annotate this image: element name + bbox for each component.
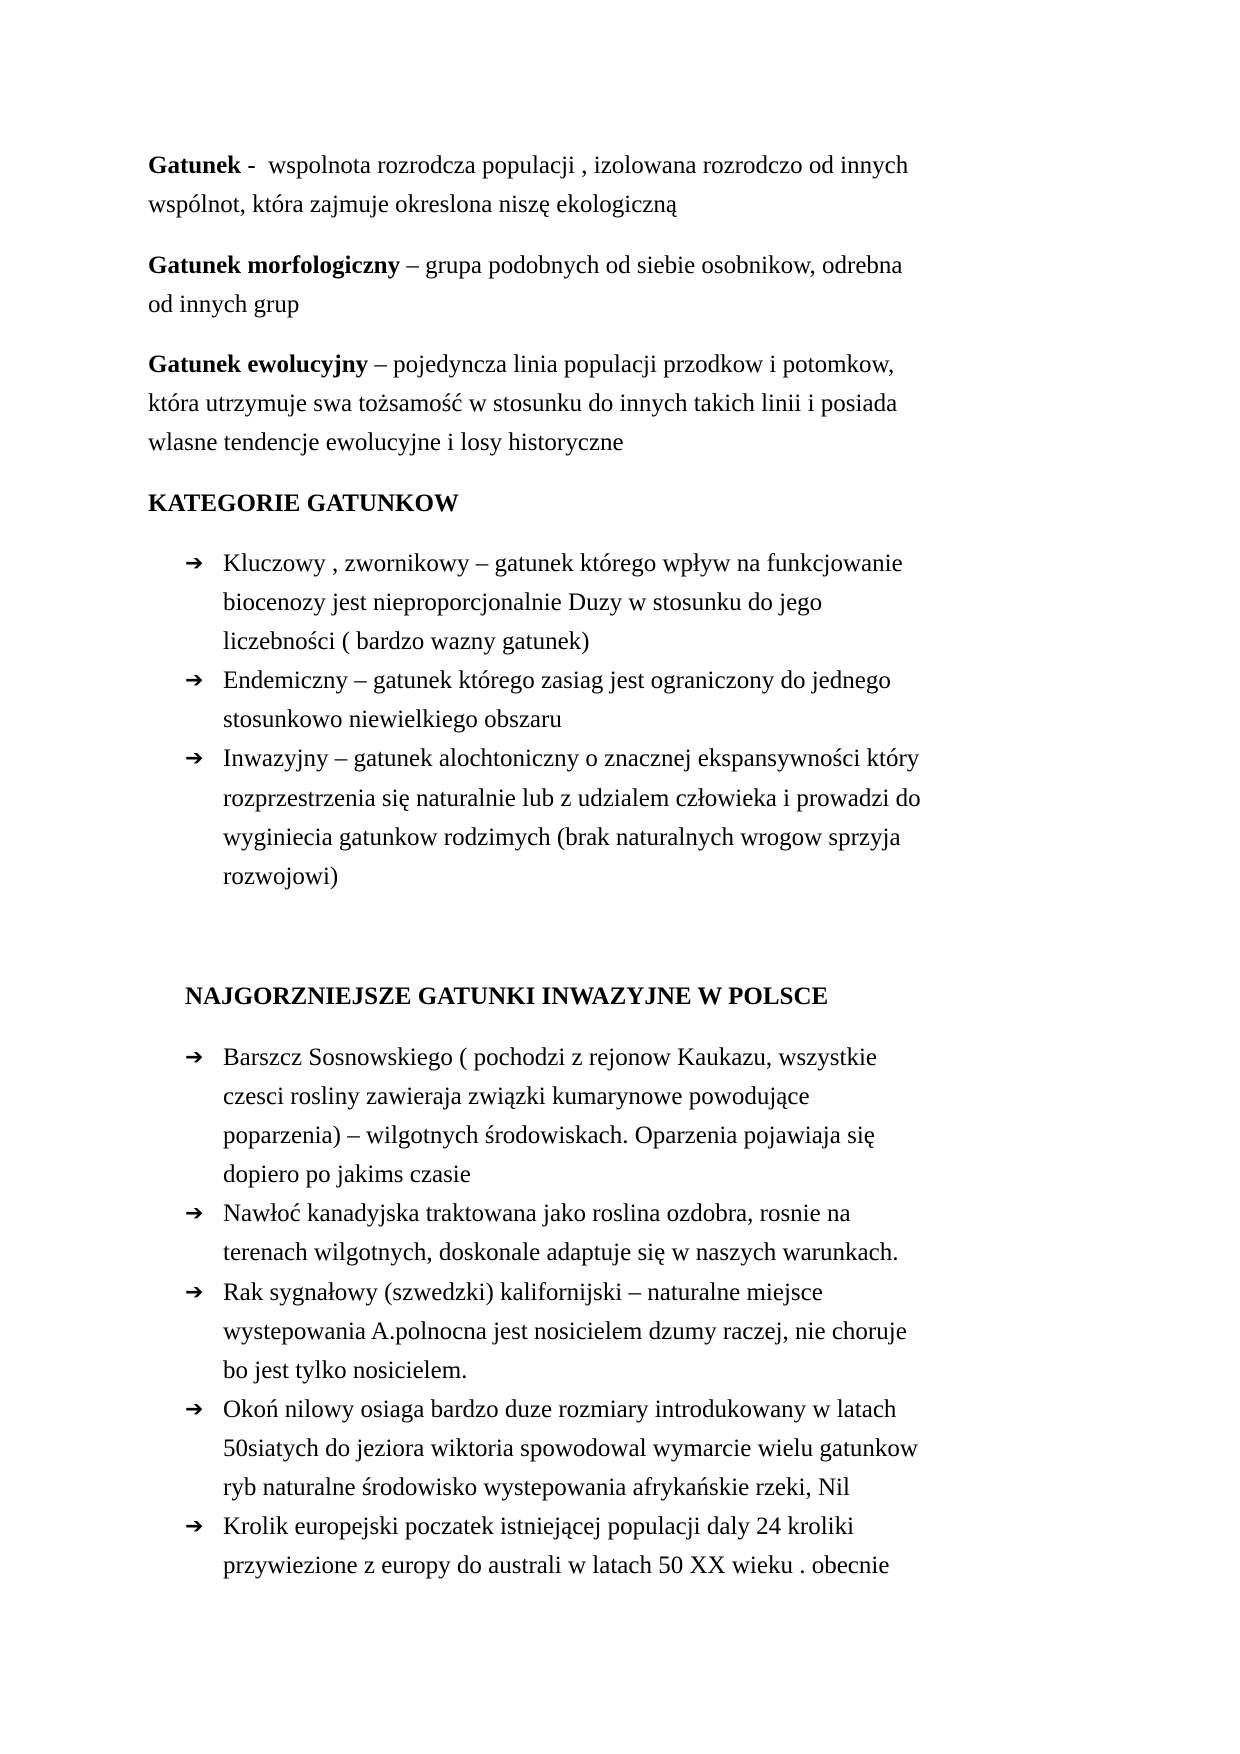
arrow-bullet-icon: ➔	[185, 551, 204, 576]
gatunki-inwazyjne-list	[185, 1038, 918, 1585]
section-heading-gatunki-inwazyjne: NAJGORZNIEJSZE GATUNKI INWAZYJNE W POLSCE	[185, 983, 829, 1010]
list-item: ➔ Krolik europejski poczatek istniejącej populacji daly 24 kroliki przywiezione z europy do australi w latach 50 XX wieku . obecnie	[185, 1507, 918, 1585]
list-item: ➔ Inwazyjny – gatunek alochtoniczny o znacznej ekspansywności który rozprzestrzenia się naturalnie lub z udzialem człowieka i prowadzi do wyginiecia gatunkow rodzimych (brak naturalnych wrogow sprzyja rozwojowi)	[185, 739, 921, 895]
kategorie-list	[185, 544, 921, 896]
arrow-bullet-icon: ➔	[185, 1201, 204, 1227]
list-item: ➔ Kluczowy , zwornikowy – gatunek którego wpływ na funkcjowanie biocenozy jest nieproporcjonalnie Duzy w stosunku do jego liczebności ( bardzo wazny gatunek)	[185, 544, 921, 661]
list-item: ➔ Endemiczny – gatunek którego zasiag jest ograniczony do jednego stosunkowo niewielkiego obszaru	[185, 661, 921, 739]
arrow-bullet-icon: ➔	[185, 746, 204, 772]
arrow-bullet-icon: ➔	[185, 668, 204, 694]
list-item: ➔ Okoń nilowy osiaga bardzo duze rozmiary introdukowany w latach 50siatych do jeziora wiktoria spowodowal wymarcie wielu gatunkow ryb naturalne środowisko wystepowania afrykańskie rzeki, Nil	[185, 1390, 918, 1507]
term: Gatunek morfologiczny	[148, 252, 401, 279]
section-heading-kategorie: KATEGORIE GATUNKOW	[148, 490, 459, 517]
definition-gatunek-ewolucyjny: Gatunek ewolucyjny – pojedyncza linia populacji przodkow i potomkow, która utrzymuje swa tożsamość w stosunku do innych takich linii i posiada wlasne tendencje ewolucyjne i losy historyczne	[148, 351, 898, 457]
term: Gatunek	[148, 152, 242, 179]
arrow-bullet-icon: ➔	[185, 1045, 204, 1070]
list-item: ➔ Barszcz Sosnowskiego ( pochodzi z rejonow Kaukazu, wszystkie czesci rosliny zawieraja związki kumarynowe powodujące poparzenia) – wilgotnych środowiskach. Oparzenia pojawiaja się dopiero po jakims czasie	[185, 1038, 918, 1194]
definition-gatunek-morfologiczny: Gatunek morfologiczny – grupa podobnych od siebie osobnikow, odrebna od innych grup	[148, 252, 903, 319]
arrow-bullet-icon: ➔	[185, 1279, 204, 1305]
arrow-bullet-icon: ➔	[185, 1396, 204, 1422]
term: Gatunek ewolucyjny	[148, 351, 369, 378]
arrow-bullet-icon: ➔	[185, 1514, 204, 1540]
list-item: ➔ Nawłoć kanadyjska traktowana jako roslina ozdobra, rosnie na terenach wilgotnych, doskonale adaptuje się w naszych warunkach.	[185, 1194, 918, 1272]
definition-gatunek: Gatunek - wspolnota rozrodcza populacji , izolowana rozrodczo od innych wspólnot, która zajmuje okreslona niszę ekologiczną	[148, 152, 909, 219]
list-item: ➔ Rak sygnałowy (szwedzki) kalifornijski – naturalne miejsce wystepowania A.polnocna jest nosicielem dzumy raczej, nie choruje bo jest tylko nosicielem.	[185, 1273, 918, 1390]
